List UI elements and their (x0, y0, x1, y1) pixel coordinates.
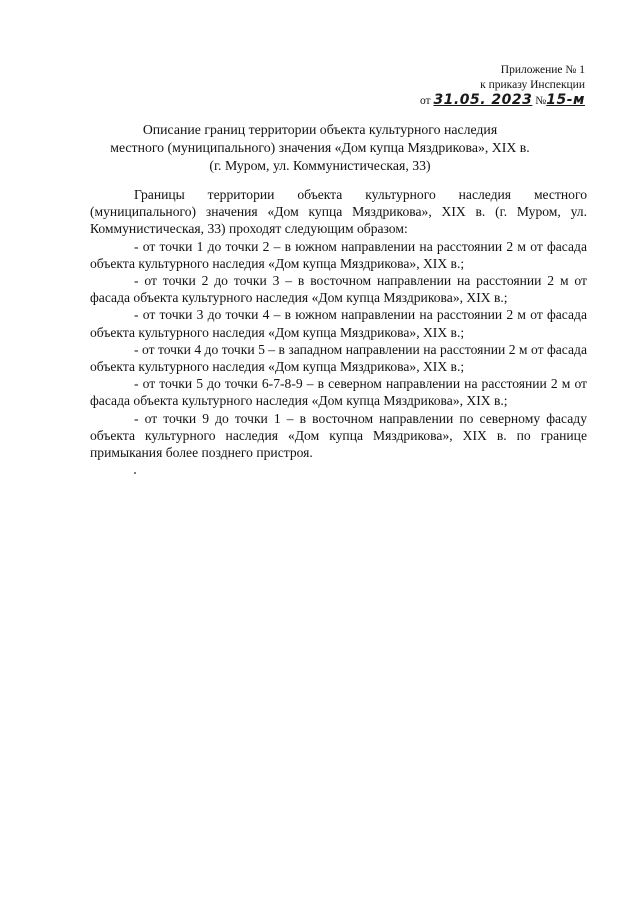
document-body (90, 186, 587, 461)
document-title (70, 121, 570, 175)
intro-paragraph: Границы территории объекта культурного наследия местного (муниципального) значения «Дом купца Мяздрикова», XIX в. (г. Муром, ул. Коммунистическая, 33) проходят следующим образом: (90, 187, 587, 237)
appendix-number-prefix: № (535, 95, 547, 107)
boundary-item-4: - от точки 4 до точки 5 – в западном направлении на расстоянии 2 м от фасада объекта культурного наследия «Дом купца Мяздрикова», XIX в.; (90, 341, 587, 375)
boundary-item-2: - от точки 2 до точки 3 – в восточном направлении на расстоянии 2 м от фасада объекта культурного наследия «Дом купца Мяздрикова», XIX в.; (90, 273, 587, 306)
title-line-1: Описание границ территории объекта культурного наследия (142, 122, 498, 137)
title-line-3: (г. Муром, ул. Коммунистическая, 33) (209, 158, 431, 173)
boundary-item-6: - от точки 9 до точки 1 – в восточном направлении по северному фасаду объекта культурного наследия «Дом купца Мяздрикова», XIX в. по границе примыкания более позднего пристроя. (90, 410, 587, 461)
appendix-header (420, 63, 585, 109)
stray-mark (134, 472, 136, 474)
boundary-item-5: - от точки 5 до точки 6-7-8-9 – в северном направлении на расстоянии 2 м от фасада объекта культурного наследия «Дом купца Мяздрикова», XIX в.; (90, 376, 587, 409)
appendix-handwritten-date: 31.05. 2023 (433, 92, 533, 108)
appendix-date-prefix: от (419, 95, 431, 107)
appendix-title: Приложение № 1 (500, 64, 585, 76)
appendix-handwritten-number: 15-м (546, 92, 585, 108)
boundary-item-1: - от точки 1 до точки 2 – в южном направлении на расстоянии 2 м от фасада объекта культурного наследия «Дом купца Мяздрикова», XIX в.; (90, 238, 587, 271)
appendix-order-ref: к приказу Инспекции (480, 79, 585, 91)
title-line-2: местного (муниципального) значения «Дом купца Мяздрикова», XIX в. (110, 140, 530, 155)
boundary-item-3: - от точки 3 до точки 4 – в южном направлении на расстоянии 2 м от фасада объекта культурного наследия «Дом купца Мяздрикова», XIX в.; (90, 307, 587, 340)
appendix-order-line (420, 93, 585, 109)
